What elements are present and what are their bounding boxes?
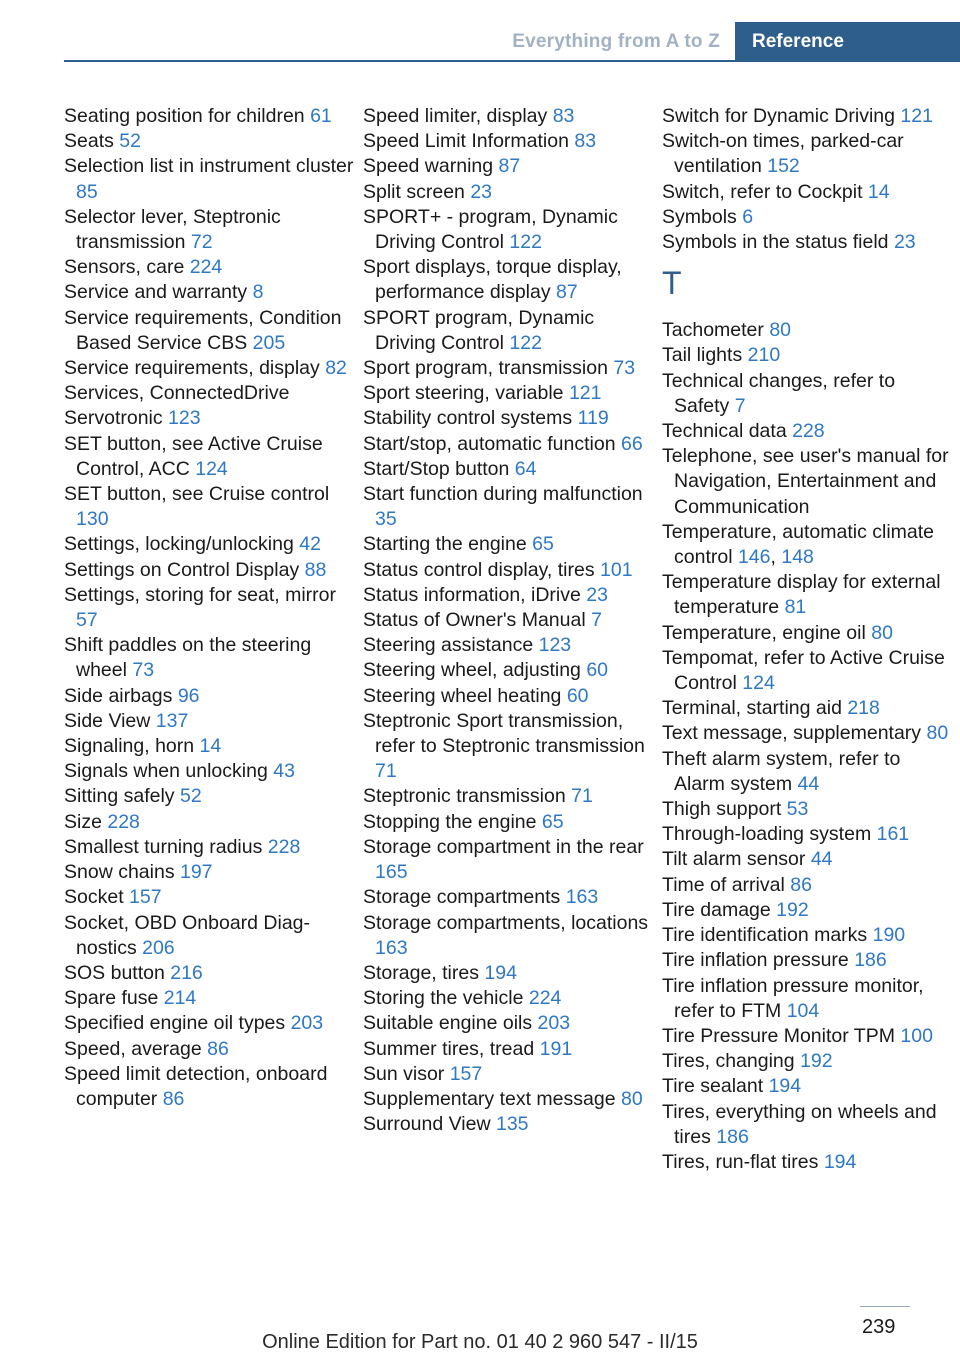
page-reference-link[interactable]: 23: [893, 231, 916, 254]
index-entry: [363, 306, 653, 356]
page-reference-link[interactable]: 157: [129, 886, 162, 909]
index-entry: [363, 1112, 653, 1137]
index-entry: [363, 911, 653, 961]
page-reference-link[interactable]: 194: [823, 1150, 857, 1173]
page-reference-link[interactable]: 83: [552, 105, 575, 127]
page-reference-link[interactable]: 65: [541, 810, 564, 833]
page-reference-link[interactable]: 72: [190, 231, 213, 254]
index-entry: [363, 406, 653, 431]
index-entry-text: Status of Owner's Manual: [363, 609, 592, 632]
index-entry: [64, 709, 354, 734]
index-entry: [662, 797, 950, 822]
index-entry-text: Technical data: [662, 420, 793, 443]
index-entry-text: Steering wheel, adjusting: [363, 659, 587, 682]
page-reference-link[interactable]: 80: [620, 1087, 643, 1110]
page-reference-link[interactable]: 14: [199, 735, 222, 758]
index-entry: [662, 1049, 950, 1074]
index-entry-text: Symbols: [662, 205, 743, 228]
index-entry-text: Selection list in instrument cluster: [64, 155, 354, 178]
index-entry-text: Start function during malfunction: [363, 483, 643, 506]
page-reference-link[interactable]: 53: [786, 798, 809, 821]
index-entry-text: Service and warranty: [64, 281, 253, 304]
page-reference-link[interactable]: 161: [876, 823, 910, 846]
header-rule: [64, 60, 735, 62]
index-entry-text: Speed limit detection, onboard computer: [64, 1062, 328, 1110]
index-entry-text: Selector lever, Steptronic transmission: [64, 205, 281, 254]
index-entry-text: Snow chains: [64, 861, 180, 884]
index-entry-text: Sport displays, torque display, performance display: [363, 256, 622, 304]
index-entry: [64, 406, 354, 431]
page-reference-link[interactable]: 43: [273, 760, 295, 783]
index-entry: [662, 369, 950, 419]
index-entry: [363, 1087, 653, 1112]
page-reference-link[interactable]: 218: [847, 697, 880, 720]
index-entry: Temperature, automatic climate control 146, 148: [662, 520, 935, 569]
index-entry: [64, 280, 354, 305]
page-reference-link[interactable]: 64: [514, 457, 537, 480]
index-entry-text: Tire damage: [662, 898, 777, 921]
index-entry-text: Tire inflation pressure monitor, refer to FTM: [662, 974, 924, 1022]
index-entry: [64, 1011, 354, 1036]
index-entry: [64, 734, 354, 759]
index-entry: [662, 646, 950, 696]
page-reference-link[interactable]: 163: [565, 886, 599, 909]
index-entry: [662, 696, 950, 721]
index-entry: [363, 558, 653, 583]
page-reference-link[interactable]: 190: [872, 924, 906, 947]
index-entry: [662, 129, 950, 179]
index-entry-text: Start/stop, automatic function: [363, 432, 621, 455]
index-entry-text: Start/Stop button: [363, 457, 515, 480]
index-entry: [662, 343, 950, 368]
index-entry-text: Sun visor: [363, 1062, 450, 1085]
index-entry: [363, 432, 653, 457]
page-reference-link[interactable]: 73: [613, 357, 636, 380]
index-entry-text: Sitting safely: [64, 785, 180, 808]
index-entry-text: Service requirements, Condition Based Service CBS: [64, 306, 342, 354]
page-reference-link[interactable]: 81: [784, 596, 807, 619]
index-entry-text: Summer tires, tread: [363, 1037, 540, 1060]
page-reference-link[interactable]: 163: [375, 936, 408, 959]
index-entry: [64, 154, 354, 204]
page-reference-link[interactable]: 88: [304, 558, 327, 581]
index-entry: [64, 986, 354, 1011]
page-reference-link[interactable]: 121: [900, 105, 933, 127]
index-entry: [64, 961, 354, 986]
index-entry: [363, 885, 653, 910]
index-entry-text: Tire Pressure Monitor TPM: [662, 1024, 901, 1047]
page-reference-link[interactable]: 96: [177, 684, 200, 707]
page-reference-link[interactable]: 157: [449, 1062, 483, 1085]
page-reference-link[interactable]: 7: [734, 394, 746, 417]
page-reference-link[interactable]: 192: [776, 898, 809, 921]
index-entry: [363, 532, 653, 557]
index-entry-text: Starting the engine: [363, 533, 533, 556]
index-entry: [363, 835, 653, 885]
index-entry: [363, 658, 653, 683]
index-entry-text: Steering assistance: [363, 634, 539, 657]
page-reference-link[interactable]: 206: [142, 936, 175, 959]
index-entry-text: Status information, iDrive: [363, 583, 587, 606]
page-reference-link[interactable]: 44: [797, 772, 820, 795]
page-reference-link[interactable]: 71: [375, 760, 397, 783]
index-entry-text: Tempomat, refer to Active Cruise Control: [662, 646, 945, 695]
page-reference-link[interactable]: 152: [767, 155, 800, 178]
index-entry: [363, 482, 653, 532]
index-entry: [64, 885, 354, 910]
page-reference-link[interactable]: 194: [484, 961, 517, 984]
index-entry: [662, 747, 950, 797]
page-reference-link[interactable]: 80: [769, 319, 792, 342]
index-entry-text: Sport steering, variable: [363, 382, 569, 405]
page-reference-link[interactable]: 52: [119, 130, 141, 153]
index-entry: [363, 1011, 653, 1036]
index-entry-text: SET button, see Active Cruise Control, ACC: [64, 432, 323, 480]
page-reference-link[interactable]: 73: [132, 659, 155, 682]
index-entry: [662, 1100, 950, 1150]
page-reference-link[interactable]: 60: [586, 659, 609, 682]
page-reference-link[interactable]: 124: [195, 457, 228, 480]
page-number-rule: [860, 1306, 910, 1307]
index-entry: [363, 684, 653, 709]
index-entry-text: Speed warning: [363, 155, 499, 178]
page-reference-link[interactable]: 205: [252, 331, 286, 354]
page-reference-link[interactable]: 86: [790, 873, 812, 896]
page-reference-link[interactable]: 57: [76, 609, 98, 632]
index-entry-text: Settings on Control Display: [64, 558, 305, 581]
index-entry-text: Seating position for children: [64, 105, 311, 127]
index-entry-text: Terminal, starting aid: [662, 697, 848, 720]
index-entry-text: Seats: [64, 130, 120, 153]
index-entry: [363, 986, 653, 1011]
chapter-tab: Reference: [735, 22, 960, 62]
index-entry: [64, 432, 354, 482]
page-reference-link[interactable]: 194: [768, 1075, 802, 1098]
page-reference-link[interactable]: 23: [470, 180, 493, 203]
index-entry: [662, 1150, 950, 1175]
index-entry: [64, 532, 354, 557]
index-entry-text: Side View: [64, 709, 156, 732]
index-entry: [64, 558, 354, 583]
index-entry: [662, 822, 950, 847]
index-entry: [662, 923, 950, 948]
index-letter-heading: T: [662, 265, 682, 302]
index-entry-text: SPORT program, Dynamic Driving Control: [363, 306, 595, 354]
index-entry-text: Thigh support: [662, 798, 787, 821]
index-entry-text: Temperature, automatic climate control: [662, 520, 935, 569]
index-entry: [64, 255, 354, 280]
page-reference-link[interactable]: 228: [107, 810, 140, 833]
page-header: [0, 0, 960, 62]
index-entry-text: Storage compartment in the rear: [363, 835, 644, 858]
page-reference-link[interactable]: 146: [737, 546, 771, 569]
index-entry-text: Settings, locking/unlocking: [64, 533, 300, 556]
index-entry-text: Specified engine oil types: [64, 1012, 291, 1035]
index-entry-text: Smallest turning radius: [64, 835, 268, 858]
page-reference-link[interactable]: 101: [600, 558, 633, 581]
index-entry-text: Through-loading system: [662, 823, 877, 846]
index-entry: [363, 608, 653, 633]
index-entry-text: Services, ConnectedDrive: [64, 382, 290, 405]
index-entry: [363, 457, 653, 482]
page-reference-link[interactable]: 197: [179, 861, 213, 884]
index-entry-text: Speed, average: [64, 1037, 208, 1060]
index-entry-text: Tachometer: [662, 319, 770, 342]
page-reference-link[interactable]: 122: [509, 231, 542, 254]
page-reference-link[interactable]: 104: [786, 999, 820, 1022]
index-entry: [64, 684, 354, 709]
page-reference-link[interactable]: 224: [189, 256, 223, 279]
index-entry-text: Symbols in the status field: [662, 231, 894, 254]
page-reference-link[interactable]: 123: [168, 407, 201, 430]
index-entry-text: Switch, refer to Cockpit: [662, 180, 868, 203]
index-entry-text: Sensors, care: [64, 256, 190, 279]
index-entry: [363, 583, 653, 608]
index-entry: [662, 180, 950, 205]
index-entry: [662, 621, 950, 646]
index-entry: [662, 205, 950, 230]
index-entry-text: Tire sealant: [662, 1075, 769, 1098]
index-entry-text: Tires, everything on wheels and tires: [662, 1100, 937, 1148]
index-entry-text: Switch-on times, parked-car ventilation: [662, 130, 904, 178]
edition-footer: Online Edition for Part no. 01 40 2 960 547 - II/15: [262, 1331, 698, 1353]
index-entry-text: Signaling, horn: [64, 735, 200, 758]
index-entry: [64, 129, 354, 154]
page-reference-link[interactable]: 186: [854, 949, 887, 972]
page-reference-link[interactable]: 186: [716, 1125, 749, 1148]
page-reference-link[interactable]: 130: [76, 508, 109, 531]
page-reference-link[interactable]: 135: [495, 1113, 529, 1136]
page-reference-link[interactable]: 192: [800, 1050, 833, 1073]
index-entry: [363, 961, 653, 986]
index-entry-text: Surround View: [363, 1113, 496, 1136]
index-entry-text: Text message, supplementary: [662, 722, 927, 745]
index-entry-text: Split screen: [363, 180, 471, 203]
index-entry-text: Storage, tires: [363, 961, 485, 984]
index-entry-text: Steptronic Sport transmission, refer to Steptronic transmission: [363, 709, 645, 758]
index-entry: [662, 898, 950, 923]
page-reference-link[interactable]: 65: [532, 533, 554, 556]
index-entry-text: Tire inflation pressure: [662, 949, 855, 972]
page-reference-link[interactable]: 86: [207, 1037, 229, 1060]
page-number: 239: [862, 1316, 896, 1338]
index-entry-text: SOS button: [64, 961, 171, 984]
index-entry-text: Switch for Dynamic Driving: [662, 105, 901, 127]
index-entry: [64, 633, 354, 683]
index-entry: [662, 847, 950, 872]
index-entry: [662, 318, 950, 343]
page-reference-link[interactable]: 85: [76, 180, 98, 203]
index-entry: [64, 205, 354, 255]
index-entry: [363, 104, 653, 129]
page-reference-link[interactable]: 80: [926, 722, 949, 745]
page-reference-link[interactable]: 71: [571, 785, 593, 808]
page-reference-link[interactable]: 214: [163, 987, 197, 1010]
index-entry-text: Tires, run-flat tires: [662, 1150, 824, 1173]
page-reference-link[interactable]: 165: [375, 861, 408, 884]
page-reference-link[interactable]: 121: [568, 382, 602, 405]
index-entry: [363, 180, 653, 205]
index-entry: [64, 1062, 354, 1112]
index-entry-text: Supplementary text message: [363, 1087, 621, 1110]
index-entry: [662, 230, 950, 255]
index-entry: [662, 570, 950, 620]
index-entry: [662, 948, 950, 973]
page-reference-link[interactable]: 80: [871, 621, 893, 644]
page-reference-link[interactable]: 14: [867, 180, 890, 203]
index-entry: [662, 1074, 950, 1099]
index-entry: [363, 154, 653, 179]
index-entry: [662, 721, 950, 746]
index-entry: [363, 129, 653, 154]
index-entry: [64, 482, 354, 532]
page-reference-link[interactable]: 216: [170, 961, 203, 984]
page-reference-link[interactable]: 228: [267, 835, 301, 858]
index-entry-text: Socket, OBD Onboard Diagnostics: [64, 911, 311, 959]
index-entry-text: Settings, storing for seat, mirror: [64, 583, 337, 606]
page-reference-link[interactable]: 83: [574, 130, 597, 153]
index-entry: [363, 1037, 653, 1062]
page-reference-link[interactable]: 119: [577, 407, 609, 430]
index-entry-text: Technical changes, refer to Safety: [662, 369, 896, 417]
page-reference-link[interactable]: 228: [792, 420, 825, 443]
index-entry: [662, 104, 950, 129]
index-entry: [363, 356, 653, 381]
page-reference-link[interactable]: 86: [162, 1087, 185, 1110]
page-reference-link[interactable]: 148: [781, 546, 814, 569]
index-entry-text: Servotronic: [64, 407, 169, 430]
index-entry: [662, 444, 950, 520]
index-entry-text: Status control display, tires: [363, 558, 600, 581]
page-reference-link[interactable]: 6: [742, 205, 754, 228]
index-entry: [662, 1024, 950, 1049]
page-reference-link[interactable]: 87: [556, 281, 578, 304]
index-entry-text: Suitable engine oils: [363, 1012, 538, 1035]
page-reference-link[interactable]: 52: [179, 785, 202, 808]
index-entry-text: Temperature display for external temperature: [662, 571, 941, 619]
page-reference-link[interactable]: 224: [528, 987, 562, 1010]
index-entry: [662, 974, 950, 1024]
index-entry: [662, 873, 950, 898]
index-entry-text: Telephone, see user's manual for Navigation, Entertainment and Communication: [662, 445, 949, 518]
index-entry-text: Speed Limit Information: [363, 130, 575, 153]
index-column-1: [64, 104, 354, 1112]
index-entry-text: Tilt alarm sensor: [662, 848, 811, 871]
index-entry-text: Storing the vehicle: [363, 987, 529, 1010]
index-entry-text: Tire identification marks: [662, 924, 873, 947]
page-reference-link[interactable]: 203: [537, 1012, 571, 1035]
index-entry-text: Temperature, engine oil: [662, 621, 872, 644]
index-entry-text: Service requirements, display: [64, 357, 326, 380]
index-entry-text: Storage compartments, locations: [363, 911, 649, 934]
index-entry-text: Stability control systems: [363, 407, 578, 430]
index-entry-text: Tail lights: [662, 344, 748, 367]
index-entry: [64, 835, 354, 860]
index-entry: [363, 633, 653, 658]
index-entry: [363, 255, 653, 305]
index-entry-text: Steering wheel heating: [363, 684, 567, 707]
index-entry: [64, 759, 354, 784]
index-column-2: [363, 104, 653, 1137]
page-reference-link[interactable]: 35: [375, 508, 397, 531]
index-entry: [64, 810, 354, 835]
page-reference-link[interactable]: 66: [620, 432, 643, 455]
index-entry: [64, 583, 354, 633]
page-reference-link[interactable]: 203: [290, 1012, 324, 1035]
page-reference-link[interactable]: 60: [566, 684, 589, 707]
page-reference-link[interactable]: 100: [900, 1024, 933, 1047]
index-entry: [64, 356, 354, 381]
index-entry-text: SET button, see Cruise control: [64, 483, 330, 506]
index-entry-text: Storage compartments: [363, 886, 566, 909]
page-reference-link[interactable]: 8: [252, 281, 264, 304]
page-reference-link[interactable]: 61: [310, 105, 332, 127]
index-entry: [64, 104, 354, 129]
index-entry-text: Side airbags: [64, 684, 178, 707]
page-reference-link[interactable]: 123: [538, 634, 572, 657]
page-reference-link[interactable]: 87: [498, 155, 521, 178]
index-entry: [662, 419, 950, 444]
index-entry: [64, 860, 354, 885]
page-reference-link[interactable]: 7: [591, 609, 602, 632]
index-entry: [363, 784, 653, 809]
index-entry-text: Signals when unlocking: [64, 760, 274, 783]
section-title: Everything from A to Z: [512, 31, 720, 52]
page-reference-link[interactable]: 191: [539, 1037, 573, 1060]
index-entry-text: Theft alarm system, refer to Alarm system: [662, 747, 901, 795]
index-entry-text: Tires, changing: [662, 1050, 801, 1073]
index-entry-text: SPORT+ - program, Dynamic Driving Control: [363, 205, 618, 254]
index-entry: [64, 306, 354, 356]
index-entry-text: Spare fuse: [64, 987, 164, 1010]
index-entry-text: Stopping the engine: [363, 810, 542, 833]
index-entry-text: Time of arrival: [662, 873, 791, 896]
index-entry-text: Size: [64, 810, 108, 833]
page-reference-link[interactable]: 42: [299, 533, 321, 556]
index-entry: [363, 205, 653, 255]
page-reference-link[interactable]: 124: [742, 672, 775, 695]
index-entry-text: Steptronic transmission: [363, 785, 572, 808]
index-entry-text: Socket: [64, 886, 130, 909]
page-reference-link[interactable]: 210: [747, 344, 781, 367]
index-entry-text: Sport program, transmission: [363, 357, 614, 380]
index-entry-text: Shift paddles on the steering wheel: [64, 634, 312, 682]
page-reference-link[interactable]: 44: [810, 848, 833, 871]
index-entry: [64, 911, 354, 961]
index-entry: [64, 381, 354, 406]
page-reference-link[interactable]: 137: [155, 709, 189, 732]
index-entry-text: Speed limiter, display: [363, 105, 553, 127]
index-entry: [363, 709, 653, 785]
page-reference-link[interactable]: 23: [586, 583, 608, 606]
index-column-3: [662, 104, 950, 1175]
index-entry: [363, 1062, 653, 1087]
index-entry: [363, 810, 653, 835]
page-reference-link[interactable]: 82: [325, 357, 347, 380]
index-entry: [363, 381, 653, 406]
index-entry: [64, 1037, 354, 1062]
index-entry: [64, 784, 354, 809]
page-reference-link[interactable]: 122: [509, 331, 542, 354]
